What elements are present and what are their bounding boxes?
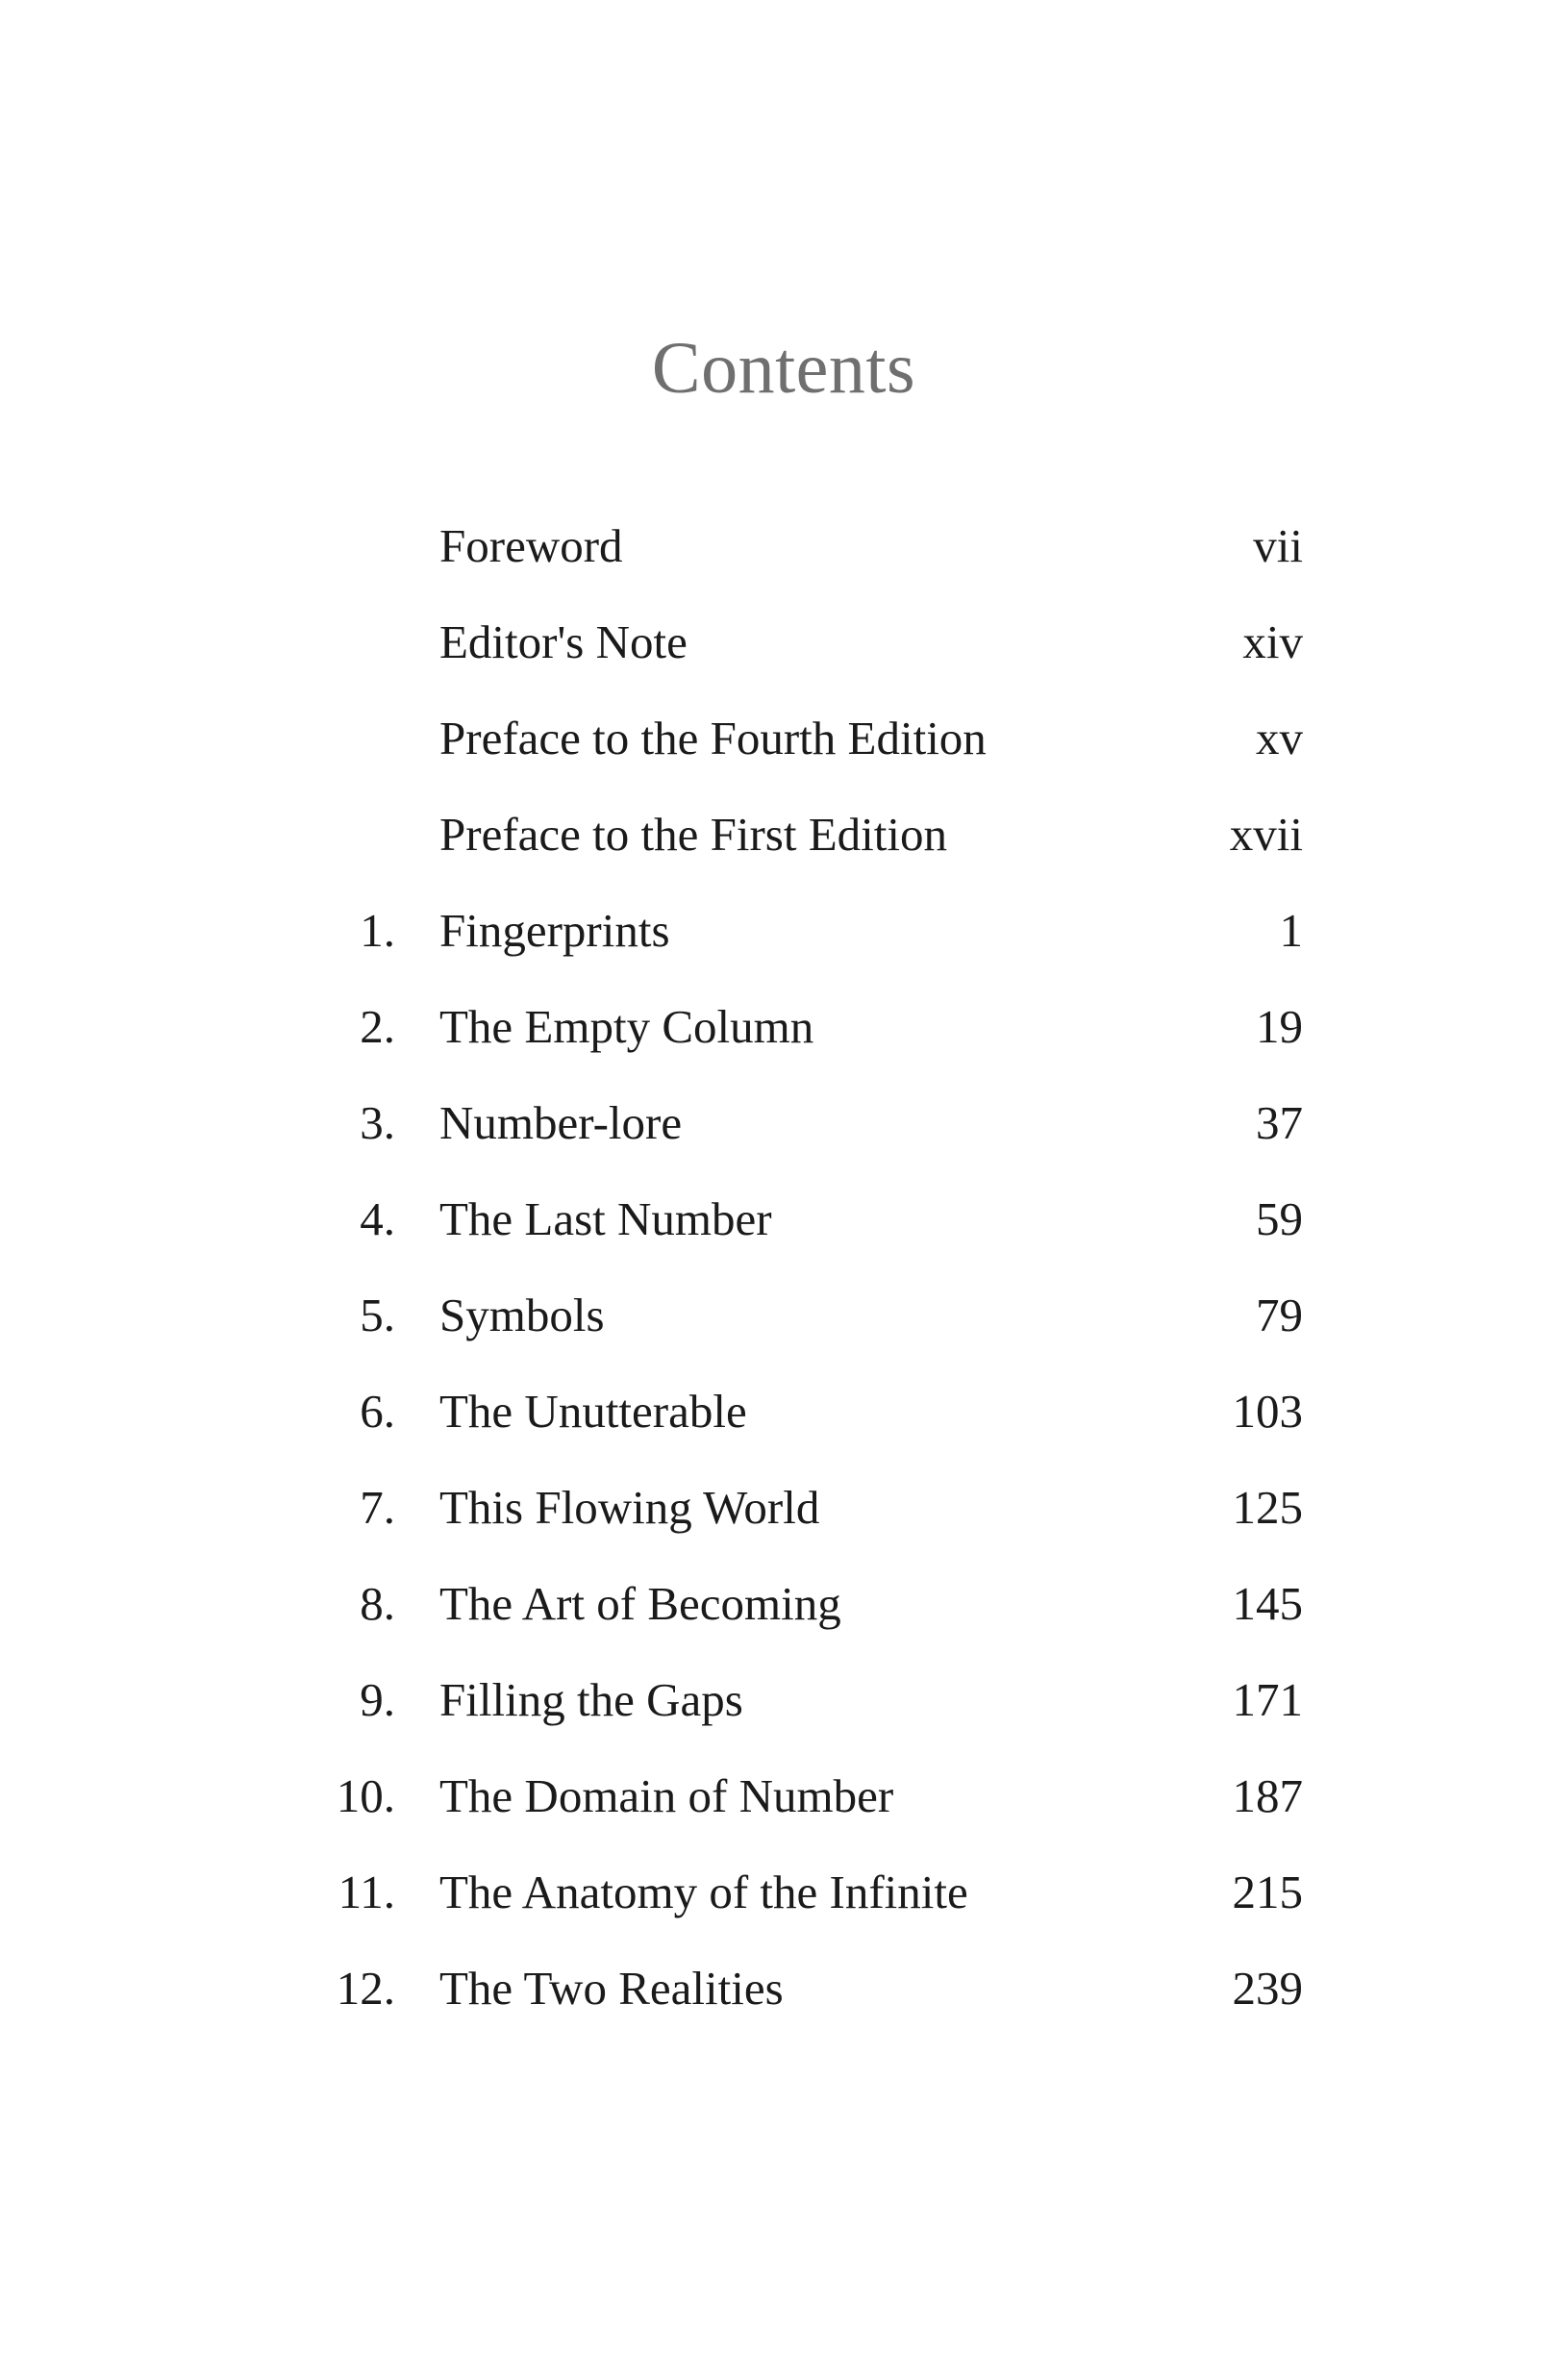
toc-entry-number: 6. <box>360 1385 395 1438</box>
toc-entry-title: Number-lore <box>439 1096 683 1149</box>
toc-entry-page: xiv <box>1242 615 1303 668</box>
toc-entry-chapter-2[interactable] <box>0 998 1551 1094</box>
toc-entry-title: The Two Realities <box>439 1962 784 2015</box>
toc-entry-page: 79 <box>1256 1289 1303 1341</box>
toc-entry-title: Preface to the First Edition <box>439 808 947 861</box>
toc-entry-number: 5. <box>360 1289 395 1341</box>
toc-entry-number: 9. <box>360 1673 395 1726</box>
toc-entry-chapter-4[interactable] <box>0 1190 1551 1287</box>
toc-entry-chapter-10[interactable] <box>0 1767 1551 1864</box>
toc-entry-chapter-9[interactable] <box>0 1671 1551 1767</box>
toc-entry-title: Fingerprints <box>439 904 670 957</box>
page-title: Contents <box>651 328 916 409</box>
toc-entry-number: 2. <box>360 1000 395 1053</box>
toc-entry-number: 7. <box>360 1481 395 1534</box>
toc-entry-chapter-6[interactable] <box>0 1383 1551 1479</box>
toc-entry-title: The Unutterable <box>439 1385 747 1438</box>
toc-entry-chapter-5[interactable] <box>0 1287 1551 1383</box>
toc-entry-title: The Anatomy of the Infinite <box>439 1866 968 1918</box>
toc-entry-page: vii <box>1253 519 1303 572</box>
toc-entry-title: The Domain of Number <box>439 1769 894 1822</box>
toc-entry-page: 125 <box>1232 1481 1303 1534</box>
toc-entry-chapter-8[interactable] <box>0 1575 1551 1671</box>
toc-entry-number: 1. <box>360 904 395 957</box>
toc-entry-number: 11. <box>338 1866 395 1918</box>
toc-entry-foreword[interactable] <box>0 517 1551 614</box>
toc-entry-number: 3. <box>360 1096 395 1149</box>
toc-entry-page: 1 <box>1279 904 1303 957</box>
toc-entry-chapter-11[interactable] <box>0 1864 1551 1960</box>
toc-entry-page: 145 <box>1232 1577 1303 1630</box>
table-of-contents <box>0 517 1551 2056</box>
toc-entry-title: Symbols <box>439 1289 605 1341</box>
toc-entry-title: The Art of Becoming <box>439 1577 841 1630</box>
toc-entry-page: xvii <box>1229 808 1303 861</box>
toc-entry-number: 4. <box>360 1192 395 1245</box>
toc-entry-page: 239 <box>1232 1962 1303 2015</box>
toc-entry-chapter-1[interactable] <box>0 902 1551 998</box>
toc-entry-page: 19 <box>1256 1000 1303 1053</box>
toc-entry-chapter-3[interactable] <box>0 1094 1551 1190</box>
toc-entry-page: 103 <box>1232 1385 1303 1438</box>
toc-entry-title: The Last Number <box>439 1192 772 1245</box>
toc-entry-preface-first-edition[interactable] <box>0 806 1551 902</box>
toc-entry-title: Preface to the Fourth Edition <box>439 712 987 764</box>
toc-entry-page: xv <box>1256 712 1303 764</box>
toc-entry-page: 59 <box>1256 1192 1303 1245</box>
toc-entry-title: This Flowing World <box>439 1481 820 1534</box>
toc-entry-page: 187 <box>1232 1769 1303 1822</box>
toc-entry-title: Foreword <box>439 519 623 572</box>
toc-entry-editors-note[interactable] <box>0 614 1551 710</box>
toc-entry-chapter-12[interactable] <box>0 1960 1551 2056</box>
toc-entry-title: Filling the Gaps <box>439 1673 743 1726</box>
toc-entry-chapter-7[interactable] <box>0 1479 1551 1575</box>
toc-entry-number: 8. <box>360 1577 395 1630</box>
toc-entry-page: 37 <box>1256 1096 1303 1149</box>
toc-entry-number: 10. <box>336 1769 395 1822</box>
toc-entry-title: The Empty Column <box>439 1000 814 1053</box>
toc-entry-preface-fourth-edition[interactable] <box>0 710 1551 806</box>
toc-entry-number: 12. <box>336 1962 395 2015</box>
toc-entry-page: 215 <box>1232 1866 1303 1918</box>
toc-entry-title: Editor's Note <box>439 615 688 668</box>
toc-entry-page: 171 <box>1232 1673 1303 1726</box>
